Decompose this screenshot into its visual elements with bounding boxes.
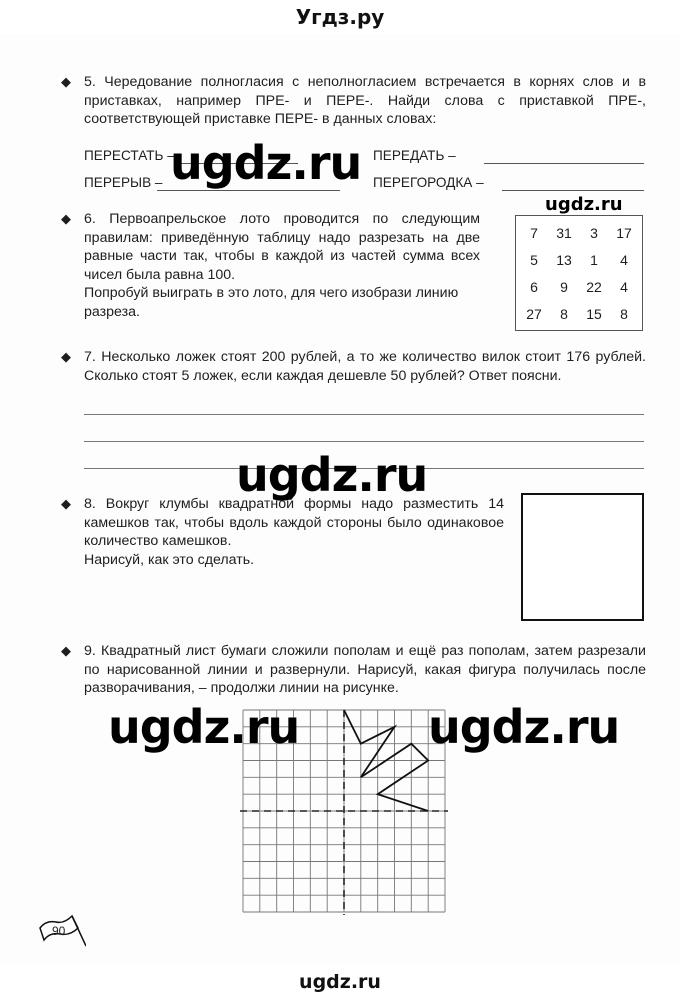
- task-8-text-2: Нарисуй, как это сделать.: [84, 551, 255, 568]
- lotto-cell: 7: [530, 225, 538, 241]
- lotto-cell: 15: [586, 306, 602, 322]
- watermark: ugdz.ru: [428, 700, 620, 754]
- lotto-cell: 4: [620, 252, 628, 268]
- site-header: [0, 0, 680, 34]
- word-row: [373, 175, 484, 190]
- lotto-table[interactable]: [515, 215, 643, 331]
- watermark: ugdz.ru: [545, 194, 623, 215]
- answer-line[interactable]: [84, 414, 644, 415]
- diamond-bullet-icon: ◆: [61, 643, 71, 658]
- lotto-cell: 13: [556, 252, 572, 268]
- task-8-text: 8. Вокруг клумбы квадратной формы надо разместить 14 камешков так, чтобы вдоль каждой стороны было одинаковое количество камешков.: [84, 496, 504, 549]
- task-6: [61, 210, 480, 321]
- task-5-text: 5. Чередование полногласия с неполногласием встречается в корнях слов и в приставках, например ПРЕ- и ПЕРЕ-. Найди слова с приставкой ПРЕ-, соответствующей приставке ПЕРЕ- в данных словах:: [84, 74, 646, 127]
- lotto-cell: 3: [590, 225, 598, 241]
- lotto-cell: 9: [560, 279, 568, 295]
- answer-field[interactable]: [484, 163, 644, 164]
- diamond-bullet-icon: ◆: [61, 211, 71, 226]
- task-7-text: 7. Несколько ложек стоят 200 рублей, а то же количество вилок стоит 176 рублей. Сколько стоят 5 ложек, если каждая дешевле 50 рублей? Ответ поясни.: [84, 349, 646, 384]
- task-5: [61, 73, 646, 129]
- word-label: ПЕРЕРЫВ –: [84, 175, 163, 190]
- answer-field[interactable]: [157, 190, 340, 191]
- lotto-cell: 17: [616, 225, 632, 241]
- watermark: ugdz.ru: [236, 448, 428, 502]
- site-footer: [0, 964, 680, 1000]
- word-label: ПЕРЕДАТЬ –: [373, 148, 456, 163]
- diamond-bullet-icon: ◆: [61, 496, 71, 511]
- task-9-text: 9. Квадратный лист бумаги сложили пополам и ещё раз пополам, затем разрезали по нарисованной линии и развернули. Нарисуй, какая фигура получилась после разворачивания, – продолжи линии на рисунке.: [84, 643, 646, 696]
- word-row: [373, 148, 456, 163]
- word-row: [84, 175, 162, 190]
- task-6-text: 6. Первоапрельское лото проводится по следующим правилам: приведённую таблицу надо разрезать на две равные части так, чтобы в каждой из частей сумма всех чисел была равна 100.: [84, 211, 480, 283]
- task-8: [61, 495, 504, 569]
- diamond-bullet-icon: ◆: [61, 349, 71, 364]
- lotto-cell: 1: [590, 252, 598, 268]
- lotto-cell: 6: [530, 279, 538, 295]
- task-7: [61, 348, 646, 385]
- page-number: 90: [52, 924, 66, 938]
- lotto-cell: 22: [586, 279, 602, 295]
- lotto-cell: 31: [556, 225, 572, 241]
- lotto-cell: 5: [530, 252, 538, 268]
- lotto-cell: 8: [560, 306, 568, 322]
- answer-field[interactable]: [502, 190, 644, 191]
- word-label: ПЕРЕГОРОДКА –: [373, 175, 484, 190]
- diamond-bullet-icon: ◆: [61, 74, 71, 89]
- task-6-text-2: Попробуй выиграть в это лото, для чего изобрази линию разреза.: [84, 285, 459, 320]
- word-row: [84, 148, 175, 163]
- word-label: ПЕРЕСТАТЬ –: [84, 148, 175, 163]
- flowerbed-drawing-box[interactable]: [521, 493, 644, 621]
- task-9: [61, 642, 646, 698]
- watermark: ugdz.ru: [170, 136, 362, 190]
- answer-line[interactable]: [84, 441, 644, 442]
- lotto-cell: 4: [620, 279, 628, 295]
- site-title: Угдз.ру: [295, 5, 385, 29]
- lotto-cell: 27: [526, 306, 542, 322]
- lotto-cell: 8: [620, 306, 628, 322]
- watermark: ugdz.ru: [108, 700, 300, 754]
- footer-site-title: ugdz.ru: [299, 971, 381, 993]
